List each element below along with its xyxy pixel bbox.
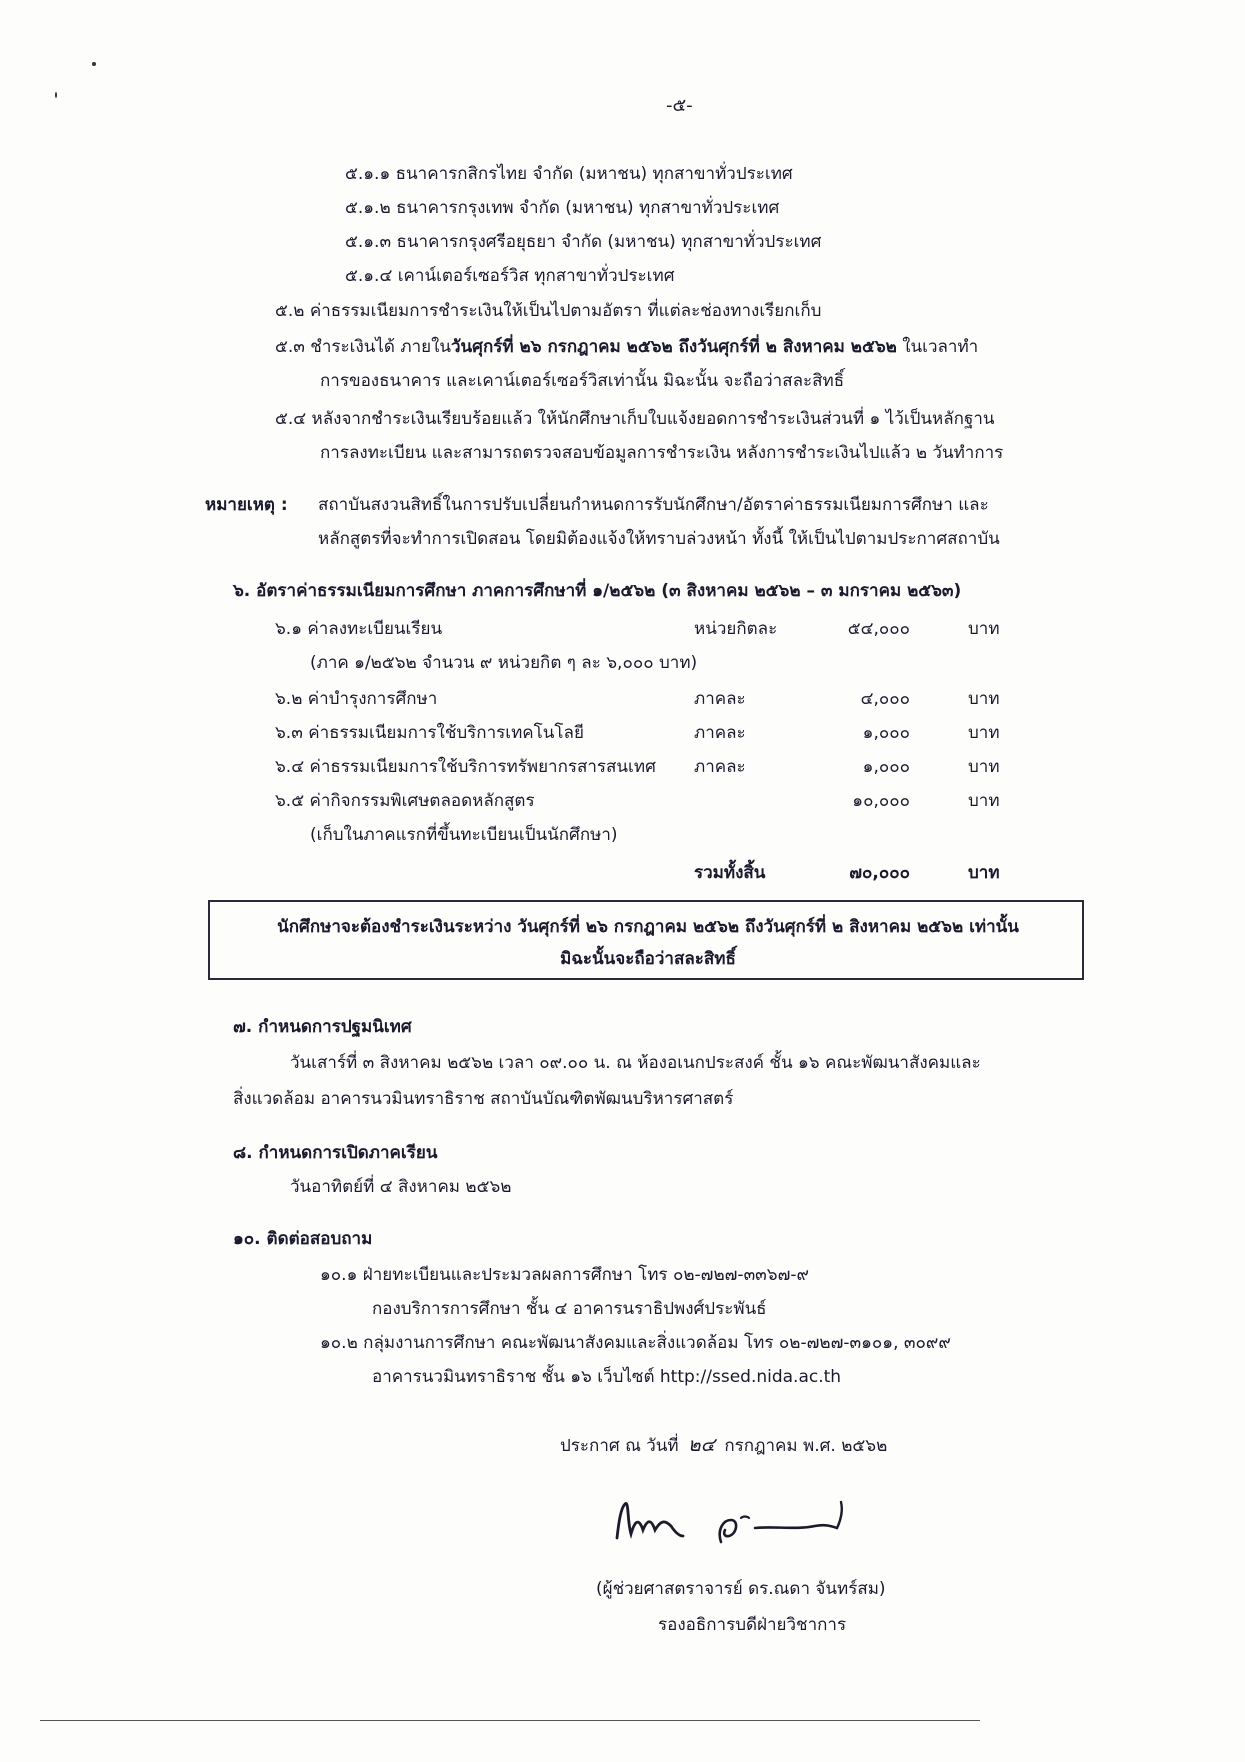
- section7-heading: ๗. กำหนดการปฐมนิเทศ: [233, 1017, 412, 1037]
- page-number: -๕-: [666, 95, 693, 116]
- section10-heading: ๑๐. ติดต่อสอบถาม: [233, 1229, 373, 1249]
- section8-heading: ๘. กำหนดการเปิดภาคเรียน: [233, 1143, 438, 1163]
- payment-box-line1: นักศึกษาจะต้องชำระเงินระหว่าง วันศุกร์ที่ ๒๖ กรกฎาคม ๒๕๖๒ ถึงวันศุกร์ที่ ๒ สิงหาคม ๒๕๖๒ เท่านั้น: [277, 917, 1019, 937]
- total-amount: ๗๐,๐๐๐: [849, 863, 910, 883]
- item-5-3-suffix: ในเวลาทำ: [896, 337, 979, 357]
- section7-line2: สิ่งแวดล้อม อาคารนวมินทราธิราช สถาบันบัณฑิตพัฒนบริหารศาสตร์: [233, 1089, 734, 1109]
- section7-line1: วันเสาร์ที่ ๓ สิงหาคม ๒๕๖๒ เวลา ๐๙.๐๐ น. ณ ห้องอเนกประสงค์ ชั้น ๑๖ คณะพัฒนาสังคมและ: [290, 1053, 981, 1073]
- footer-rule: [40, 1720, 980, 1721]
- contact-1-line2: กองบริการการศึกษา ชั้น ๔ อาคารนราธิปพงศ์ประพันธ์: [372, 1299, 767, 1319]
- contact-2-line1: ๑๐.๒ กลุ่มงานการศึกษา คณะพัฒนาสังคมและสิ่งแวดล้อม โทร ๐๒-๗๒๗-๓๑๐๑, ๓๐๙๙: [320, 1333, 951, 1353]
- bank-item: ๕.๑.๒ ธนาคารกรุงเทพ จำกัด (มหาชน) ทุกสาขาทั่วประเทศ: [345, 198, 780, 218]
- contact-2-line2: อาคารนวมินทราธิราช ชั้น ๑๖ เว็บไซต์ http://ssed.nida.ac.th: [372, 1367, 842, 1387]
- announcement-suffix: กรกฎาคม พ.ศ. ๒๕๖๒: [724, 1436, 888, 1456]
- fee-name: ๖.๕ ค่ากิจกรรมพิเศษตลอดหลักสูตร: [275, 791, 535, 811]
- fee-currency: บาท: [968, 791, 1000, 811]
- payment-deadline-box: [208, 900, 1084, 980]
- bank-item: ๕.๑.๑ ธนาคารกสิกรไทย จำกัด (มหาชน) ทุกสาขาทั่วประเทศ: [345, 164, 793, 184]
- fee-name: ๖.๑ ค่าลงทะเบียนเรียน: [275, 619, 443, 639]
- note-line1: สถาบันสงวนสิทธิ์ในการปรับเปลี่ยนกำหนดการรับนักศึกษา/อัตราค่าธรรมเนียมการศึกษา และ: [318, 495, 989, 515]
- fee-note: (เก็บในภาคแรกที่ขึ้นทะเบียนเป็นนักศึกษา): [310, 825, 618, 845]
- payment-box-line2: มิฉะนั้นจะถือว่าสละสิทธิ์: [560, 949, 736, 969]
- note-line2: หลักสูตรที่จะทำการเปิดสอน โดยมิต้องแจ้งให้ทราบล่วงหน้า ทั้งนี้ ให้เป็นไปตามประกาศสถาบัน: [318, 529, 1000, 549]
- fee-currency: บาท: [968, 723, 1000, 743]
- fee-amount: ๔,๐๐๐: [860, 689, 910, 709]
- fee-amount: ๑,๐๐๐: [862, 757, 910, 777]
- announcement-date: [560, 1434, 887, 1457]
- fee-currency: บาท: [968, 689, 1000, 709]
- fee-currency: บาท: [968, 619, 1000, 639]
- fee-unit: ภาคละ: [694, 689, 746, 709]
- item-5-4-line2: การลงทะเบียน และสามารถตรวจสอบข้อมูลการชำระเงิน หลังการชำระเงินไปแล้ว ๒ วันทำการ: [320, 443, 1004, 463]
- bank-item: ๕.๑.๓ ธนาคารกรุงศรีอยุธยา จำกัด (มหาชน) ทุกสาขาทั่วประเทศ: [345, 232, 822, 252]
- contact-1-line1: ๑๐.๑ ฝ่ายทะเบียนและประมวลผลการศึกษา โทร ๐๒-๗๒๗-๓๓๖๗-๙: [320, 1265, 809, 1285]
- fee-note: (ภาค ๑/๒๕๖๒ จำนวน ๙ หน่วยกิต ๆ ละ ๖,๐๐๐ บาท): [310, 653, 698, 673]
- scan-speck: [55, 92, 57, 98]
- item-5-3-line2: การของธนาคาร และเคาน์เตอร์เซอร์วิสเท่านั้น มิฉะนั้น จะถือว่าสละสิทธิ์: [320, 371, 845, 391]
- total-currency: บาท: [968, 863, 1000, 883]
- item-5-3-line1: [275, 336, 978, 358]
- total-label: รวมทั้งสิ้น: [694, 863, 766, 883]
- note-label: หมายเหตุ :: [205, 495, 288, 515]
- scan-speck: [92, 62, 96, 66]
- item-5-2: ๕.๒ ค่าธรรมเนียมการชำระเงินให้เป็นไปตามอัตรา ที่แต่ละช่องทางเรียกเก็บ: [275, 301, 822, 321]
- announcement-prefix: ประกาศ ณ วันที่: [560, 1436, 679, 1456]
- bank-item: ๕.๑.๔ เคาน์เตอร์เซอร์วิส ทุกสาขาทั่วประเทศ: [345, 266, 675, 286]
- fee-unit: ภาคละ: [694, 723, 746, 743]
- fee-name: ๖.๓ ค่าธรรมเนียมการใช้บริการเทคโนโลยี: [275, 723, 584, 743]
- fee-name: ๖.๔ ค่าธรรมเนียมการใช้บริการทรัพยากรสารสนเทศ: [275, 757, 656, 777]
- item-5-4-line1: ๕.๔ หลังจากชำระเงินเรียบร้อยแล้ว ให้นักศึกษาเก็บใบแจ้งยอดการชำระเงินส่วนที่ ๑ ไว้เป็นหลักฐาน: [275, 409, 995, 429]
- item-5-3-dates: วันศุกร์ที่ ๒๖ กรกฎาคม ๒๕๖๒ ถึงวันศุกร์ที่ ๒ สิงหาคม ๒๕๖๒: [451, 337, 897, 357]
- handwritten-signature: [605, 1490, 925, 1560]
- section8-line1: วันอาทิตย์ที่ ๔ สิงหาคม ๒๕๖๒: [290, 1177, 512, 1197]
- item-5-3-prefix: ๕.๓ ชำระเงินได้ ภายใน: [275, 337, 452, 357]
- section6-heading: ๖. อัตราค่าธรรมเนียมการศึกษา ภาคการศึกษาที่ ๑/๒๕๖๒ (๓ สิงหาคม ๒๕๖๒ – ๓ มกราคม ๒๕๖๓): [233, 581, 962, 601]
- fee-amount: ๑,๐๐๐: [862, 723, 910, 743]
- fee-unit: หน่วยกิตละ: [694, 619, 778, 639]
- fee-amount: ๕๔,๐๐๐: [847, 619, 910, 639]
- signatory-name: (ผู้ช่วยศาสตราจารย์ ดร.ณดา จันทร์สม): [596, 1579, 886, 1599]
- signatory-position: รองอธิการบดีฝ่ายวิชาการ: [658, 1615, 847, 1635]
- announcement-day: ๒๔: [688, 1434, 715, 1456]
- fee-name: ๖.๒ ค่าบำรุงการศึกษา: [275, 689, 438, 709]
- fee-unit: ภาคละ: [694, 757, 746, 777]
- fee-currency: บาท: [968, 757, 1000, 777]
- fee-amount: ๑๐,๐๐๐: [852, 791, 910, 811]
